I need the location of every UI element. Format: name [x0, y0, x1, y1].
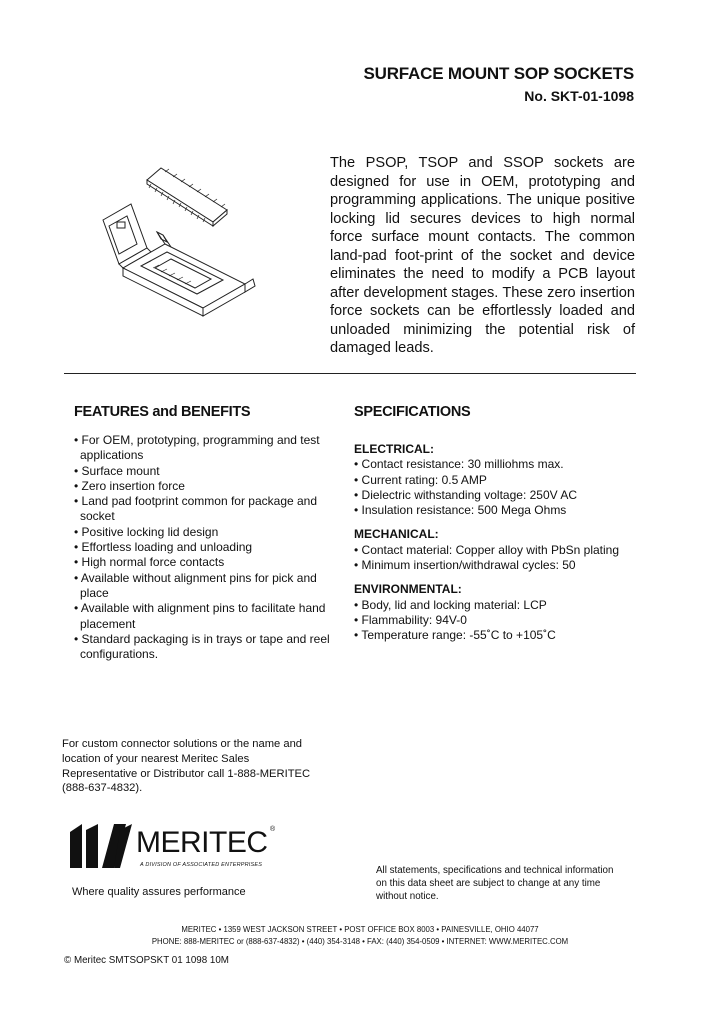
list-item: • Effortless loading and unloading — [74, 540, 253, 555]
list-item: • Dielectric withstanding voltage: 250V AC — [354, 487, 577, 502]
list-item: • Minimum insertion/withdrawal cycles: 50 — [354, 558, 576, 573]
document-number: No. SKT-01-1098 — [524, 88, 634, 104]
list-item: • Positive locking lid design — [74, 524, 219, 539]
list-item: • Temperature range: -55˚C to +105˚C — [354, 628, 556, 643]
copyright-line: © Meritec SMTSOPSKT 01 1098 10M — [64, 955, 229, 966]
list-item: • Zero insertion force — [74, 478, 185, 493]
mechanical-specs — [354, 527, 654, 573]
list-item: • Land pad footprint common for package and socket — [74, 494, 318, 524]
electrical-title: ELECTRICAL: — [354, 442, 434, 456]
list-item: • Contact material: Copper alloy with PbSn plating — [354, 542, 620, 557]
specifications-heading: SPECIFICATIONS — [354, 404, 471, 420]
tsop-chip-drawing — [147, 168, 227, 226]
brand-subtitle: A DIVISION OF ASSOCIATED ENTERPRISES — [140, 862, 263, 868]
list-item: • Standard packaging is in trays or tape and reel configurations. — [74, 631, 330, 662]
brand-tagline: Where quality assures performance — [72, 886, 246, 898]
list-item: • Flammability: 94V-0 — [354, 612, 467, 627]
list-item: • Available with alignment pins to facilitate hand placement — [74, 601, 326, 631]
list-item: • High normal force contacts — [74, 555, 225, 570]
phone-line: PHONE: 888-MERITEC or (888-637-4832) • (440) 354-3148 • FAX: (440) 354-0509 • INTERNET: WWW.MERITEC.COM — [151, 937, 569, 946]
socket-illustration — [95, 160, 325, 325]
features-list — [74, 433, 334, 662]
electrical-specs — [354, 442, 654, 518]
meritec-logo-icon — [68, 822, 134, 872]
brand-name: MERITEC — [136, 826, 268, 859]
environmental-title: ENVIRONMENTAL: — [354, 582, 462, 597]
registered-mark: ® — [270, 826, 276, 833]
intro-paragraph: The PSOP, TSOP and SSOP sockets are designed for use in OEM, prototyping and programming applications. The unique positive locking lid secures devices to high normal force surface mount contacts. The common land-pad foot-print of the socket and device eliminates the need to modify a PCB layout after development stages. These zero insertion force sockets can be effortlessly loaded and unloaded minimizing the potential risk of damaged leads. — [330, 155, 635, 356]
list-item: • Insulation resistance: 500 Mega Ohms — [354, 503, 567, 518]
list-item: • Available without alignment pins for pick and place — [74, 570, 317, 600]
disclaimer-text: All statements, specifications and technical information on this data sheet are subject to change at any time without notice. — [376, 865, 614, 902]
address-block — [0, 924, 720, 948]
list-item: • Contact resistance: 30 milliohms max. — [354, 457, 564, 472]
specifications-block — [354, 442, 654, 653]
list-item: • Current rating: 0.5 AMP — [354, 472, 487, 487]
mechanical-title: MECHANICAL: — [354, 527, 439, 542]
address-line: MERITEC • 1359 WEST JACKSON STREET • POST OFFICE BOX 8003 • PAINESVILLE, OHIO 44077 — [181, 925, 539, 934]
document-title: SURFACE MOUNT SOP SOCKETS — [363, 64, 634, 83]
section-divider — [64, 373, 636, 374]
environmental-specs — [354, 582, 654, 643]
list-item: • Surface mount — [74, 463, 160, 478]
features-heading: FEATURES and BENEFITS — [74, 404, 251, 420]
list-item: • For OEM, prototyping, programming and test applications — [74, 433, 320, 463]
contact-paragraph: For custom connector solutions or the name and location of your nearest Meritec Sales Representative or Distributor call 1-888-MERITEC (888-637-4832). — [62, 738, 311, 795]
list-item: • Body, lid and locking material: LCP — [354, 597, 547, 612]
